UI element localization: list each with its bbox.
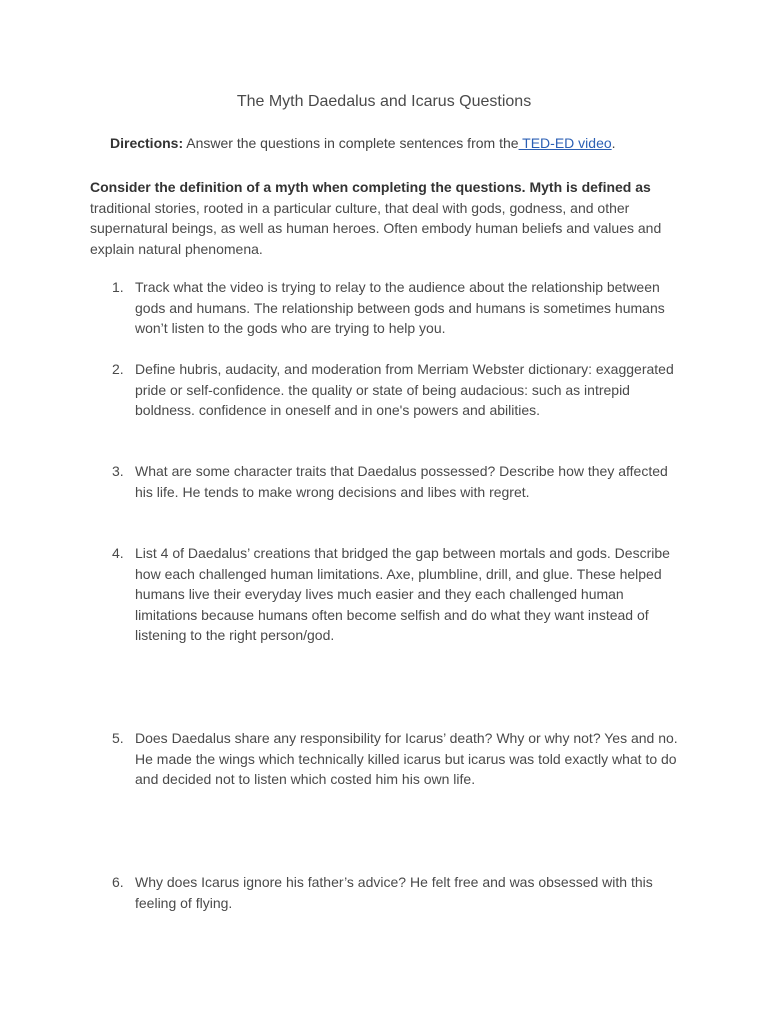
page-title: The Myth Daedalus and Icarus Questions [236,93,532,110]
myth-definition-text: traditional stories, rooted in a particular culture, that deal with gods, godness, and other supernatural beings, as well as human heroes. Often embody human beliefs and values and explain natural phenomena. [90,199,662,257]
directions-period: . [611,135,616,151]
question-number: 5. [112,730,124,746]
question-4 [90,543,680,646]
question-1 [90,277,680,339]
ted-ed-video-link[interactable]: TED-ED video [518,135,612,151]
myth-definition [90,177,680,259]
question-text: Track what the video is trying to relay to the audience about the relationship between gods and humans. The relationship between gods and humans is sometimes humans won’t listen to the gods who are trying to help you. [135,279,665,336]
question-text: List 4 of Daedalus’ creations that bridged the gap between mortals and gods. Describe how each challenged human limitations. Axe, plumbline, drill, and glue. These helped humans live their everyday lives much easier and they each challenged human limitations because humans often become selfish and do what they want instead of listening to the right person/god. [135,545,670,643]
question-2 [90,359,680,421]
directions [110,135,730,151]
question-text: Define hubris, audacity, and moderation from Merriam Webster dictionary: exaggerated pride or self-confidence. the quality or state of being audacious: such as intrepid boldness. confidence in oneself and in one's powers and abilities. [135,361,674,418]
myth-definition-bold: Consider the definition of a myth when completing the questions. Myth is defined as [90,179,651,195]
directions-label: Directions: [110,135,184,151]
question-6 [90,872,680,913]
question-text: Does Daedalus share any responsibility for Icarus’ death? Why or why not? Yes and no. He made the wings which technically killed icarus but icarus was told exactly what to do and decided not to listen which costed him his own life. [135,730,678,787]
question-number: 3. [112,463,124,479]
question-text: Why does Icarus ignore his father’s advice? He felt free and was obsessed with this feeling of flying. [135,874,653,911]
question-3 [90,461,680,502]
question-number: 1. [112,279,124,295]
question-text: What are some character traits that Daedalus possessed? Describe how they affected his life. He tends to make wrong decisions and libes with regret. [135,463,668,500]
question-number: 2. [112,361,124,377]
directions-text: Answer the questions in complete sentences from the [183,135,519,151]
question-number: 6. [112,874,124,890]
question-5 [90,728,680,790]
question-number: 4. [112,545,124,561]
